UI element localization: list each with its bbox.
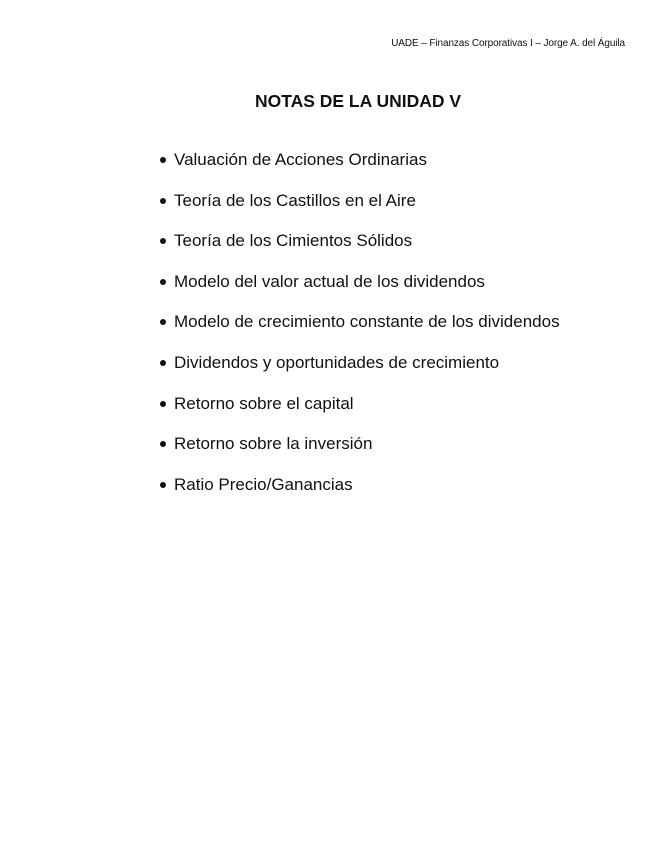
bullet-icon: [160, 401, 166, 407]
bullet-icon: [160, 238, 166, 244]
list-item: [159, 272, 560, 292]
list-item-label: Ratio Precio/Ganancias: [174, 474, 353, 494]
list-item: [159, 312, 560, 332]
list-item: [159, 394, 560, 414]
list-item-label: Teoría de los Castillos en el Aire: [174, 190, 416, 210]
bullet-icon: [160, 157, 166, 163]
list-item-label: Modelo del valor actual de los dividendos: [174, 271, 485, 291]
list-item: [159, 434, 560, 454]
list-item-label: Retorno sobre el capital: [174, 393, 354, 413]
list-item-label: Retorno sobre la inversión: [174, 434, 373, 454]
list-item-label: Teoría de los Cimientos Sólidos: [174, 231, 413, 251]
bullet-icon: [160, 360, 166, 366]
topic-list: [159, 150, 560, 515]
list-item: [159, 191, 560, 211]
list-item: [159, 231, 560, 251]
list-item: [159, 150, 560, 170]
list-item-label: Dividendos y oportunidades de crecimiento: [174, 352, 500, 372]
list-item-label: Modelo de crecimiento constante de los dividendos: [174, 312, 560, 332]
bullet-icon: [160, 482, 166, 488]
bullet-icon: [160, 441, 166, 447]
bullet-icon: [160, 279, 166, 285]
list-item: [159, 475, 560, 495]
bullet-icon: [160, 198, 166, 204]
page-title: NOTAS DE LA UNIDAD V: [254, 91, 462, 111]
list-item-label: Valuación de Acciones Ordinarias: [174, 150, 427, 169]
bullet-icon: [160, 319, 166, 325]
running-header: UADE – Finanzas Corporativas I – Jorge A. del Águila: [391, 38, 625, 49]
list-item: [159, 353, 560, 373]
